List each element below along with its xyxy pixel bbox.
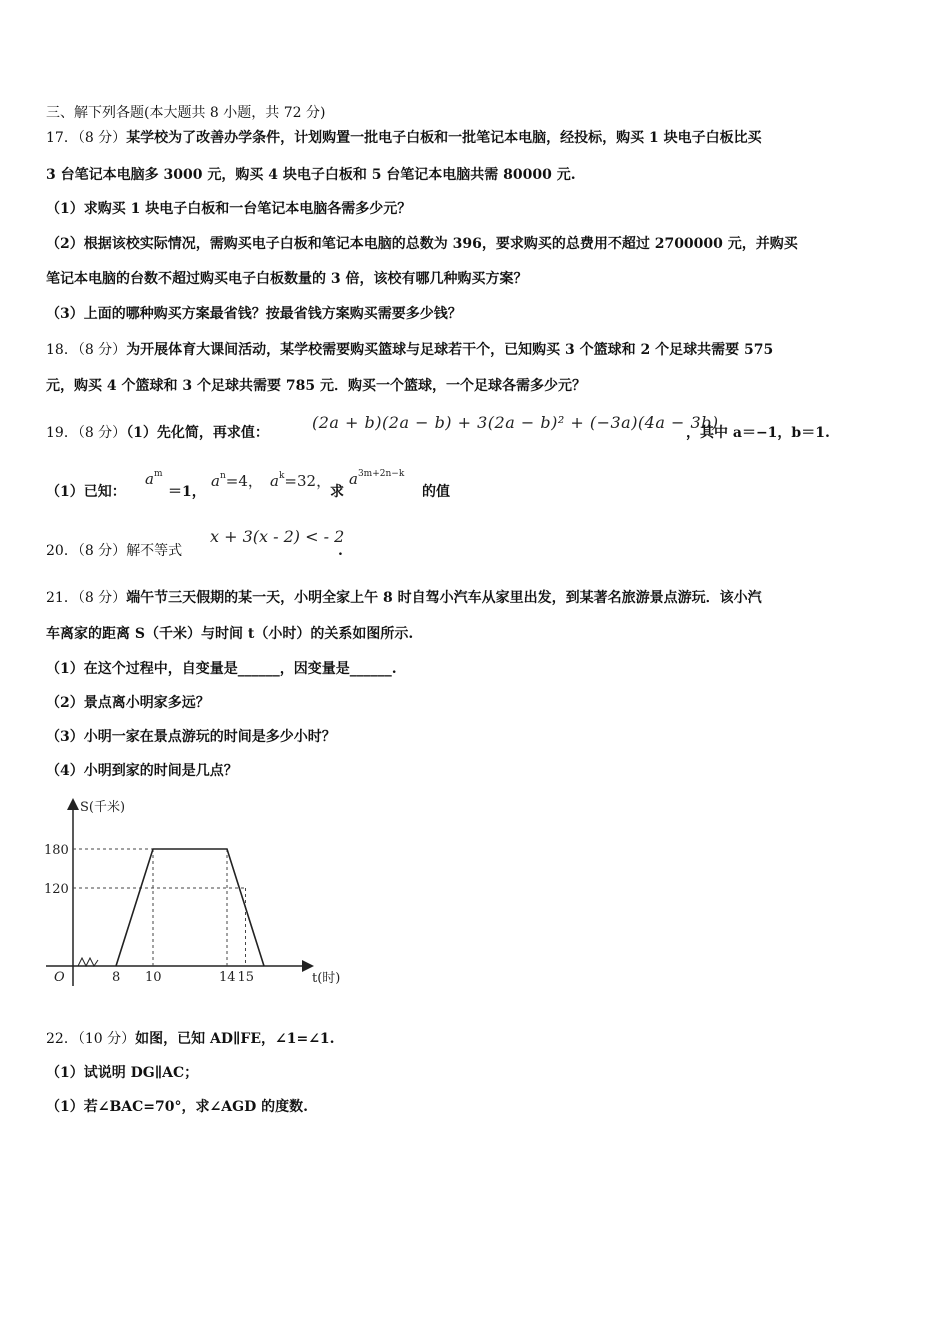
q19-line1	[46, 423, 269, 443]
q19-target: $a^{3m+2n-k}$	[349, 469, 405, 488]
q22-part2: （1）若∠BAC=70°，求∠AGD 的度数.	[46, 1099, 308, 1115]
q21-number: 21．	[46, 590, 78, 606]
x-axis-label: t(时)	[312, 971, 341, 986]
q19-am: $a^m$	[145, 469, 163, 488]
q19-am-value: ＝1，	[168, 484, 206, 500]
q21-part4: （4）小明到家的时间是几点？	[46, 763, 238, 779]
q17-part3: （3）上面的哪种购买方案最省钱？按最省钱方案购买需要多少钱？	[46, 306, 462, 322]
q22-points: （10 分）	[77, 1031, 136, 1047]
q19-points: （8 分）	[77, 425, 127, 441]
q20-number: 20．	[46, 543, 78, 559]
q20-end: .	[338, 543, 343, 559]
section-heading: 三、解下列各题(本大题共 8 小题，共 72 分)	[46, 105, 326, 121]
q17-text-1: 某学校为了改善办学条件，计划购置一批电子白板和一批笔记本电脑，经投标，购买 1 块电子白板比买	[126, 130, 762, 146]
q21-part3: （3）小明一家在景点游玩的时间是多少小时？	[46, 729, 336, 745]
q17-part2-line1: （2）根据该校实际情况，需购买电子白板和笔记本电脑的总数为 396，要求购买的总费用不超过 2700000 元，并购买	[46, 236, 798, 252]
y-axis-label: S(千米)	[80, 800, 126, 815]
q19-ak: $a^k=32$，	[270, 471, 332, 490]
q21-points: （8 分）	[77, 590, 127, 606]
q20-expression: x + 3(x - 2) < - 2	[210, 527, 345, 546]
q17-line1	[46, 128, 762, 148]
axis-break-zigzag	[78, 958, 98, 966]
q20-line	[46, 541, 182, 561]
xtick-label-14: 14	[219, 970, 236, 985]
q19-number: 19．	[46, 425, 78, 441]
xtick-label-15: 15	[237, 970, 255, 985]
q19-lead: （1）先化简，再求值：	[126, 425, 269, 441]
distance-time-graph	[40, 798, 370, 998]
q19-end: 的值	[422, 484, 450, 500]
q18-number: 18．	[46, 342, 78, 358]
q19-part2-lead: （1）已知：	[46, 484, 126, 500]
ytick-label-120: 120	[44, 882, 69, 897]
q20-points: （8 分）	[77, 543, 127, 559]
xtick-label-8: 8	[112, 970, 121, 985]
q18-line2: 元，购买 4 个篮球和 3 个足球共需要 785 元．购买一个篮球，一个足球各需多少元？	[46, 378, 586, 394]
xtick-label-10: 10	[145, 970, 162, 985]
q21-line1	[46, 588, 762, 608]
q17-points: （8 分）	[77, 130, 127, 146]
q21-part2: （2）景点离小明家多远？	[46, 695, 210, 711]
q17-line2: 3 台笔记本电脑多 3000 元，购买 4 块电子白板和 5 台笔记本电脑共需 80000 元.	[46, 167, 576, 183]
q21-text-1: 端午节三天假期的某一天，小明全家上午 8 时自驾小汽车从家里出发，到某著名旅游景点游玩．该小汽	[126, 590, 762, 606]
q17-part1: （1）求购买 1 块电子白板和一台笔记本电脑各需多少元？	[46, 201, 412, 217]
q22-part1: （1）试说明 DG∥AC；	[46, 1065, 199, 1081]
q18-points: （8 分）	[77, 342, 127, 358]
q18-line1	[46, 340, 773, 360]
q17-number: 17．	[46, 130, 78, 146]
q19-ask: 求	[330, 484, 344, 500]
q22-text-1: 如图，已知 AD∥FE，∠1=∠1.	[135, 1031, 335, 1047]
q20-lead: 解不等式	[126, 543, 183, 559]
q21-part1: （1）在这个过程中，自变量是______，因变量是______.	[46, 661, 397, 677]
q21-line2: 车离家的距离 S（千米）与时间 t（小时）的关系如图所示.	[46, 626, 414, 642]
q18-text-1: 为开展体育大课间活动，某学校需要购买篮球与足球若干个，已知购买 3 个篮球和 2 个足球共需要 575	[126, 342, 774, 358]
q19-expression: (2a + b)(2a − b) + 3(2a − b)² + (−3a)(4a − 3b)	[312, 413, 719, 432]
origin-label: O	[54, 970, 65, 985]
q19-an: $a^n=4$，	[211, 471, 263, 490]
q19-condition: ，其中 a＝−1，b＝1.	[686, 425, 830, 441]
ytick-label-180: 180	[44, 843, 69, 858]
q17-part2-line2: 笔记本电脑的台数不超过购买电子白板数量的 3 倍，该校有哪几种购买方案？	[46, 271, 528, 287]
q22-line1	[46, 1029, 335, 1049]
series-line	[116, 849, 264, 966]
q22-number: 22．	[46, 1031, 78, 1047]
